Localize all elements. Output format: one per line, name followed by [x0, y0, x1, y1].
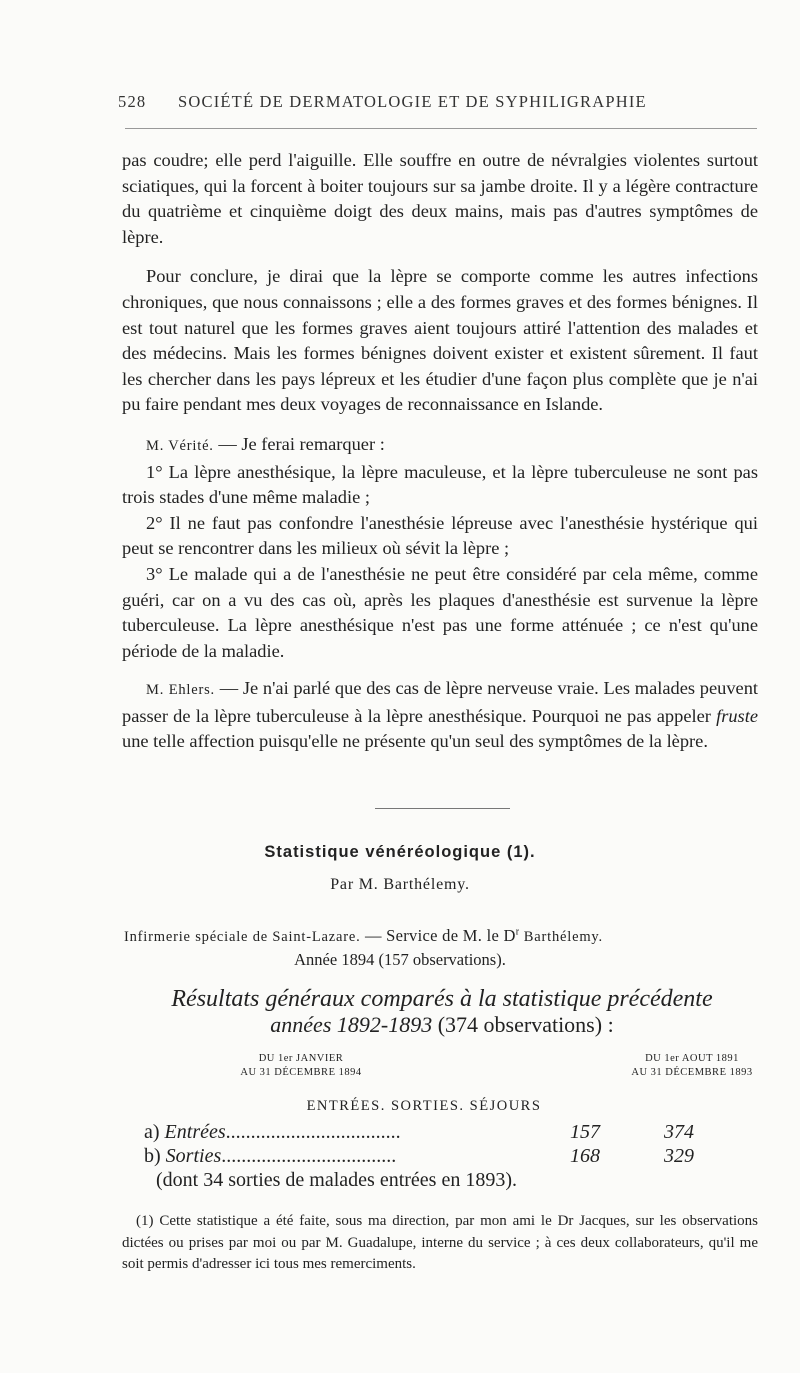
row-leader-dots: ...................................	[225, 1121, 401, 1143]
year-line: Année 1894 (157 observations).	[294, 950, 506, 969]
body-text	[122, 148, 758, 755]
row-label	[144, 1121, 401, 1143]
paragraph-verite	[122, 432, 758, 460]
infirmerie-service: — Service de M. le D	[360, 926, 516, 945]
infirmerie-name: Infirmerie spéciale de Saint-Lazare.	[124, 929, 361, 945]
results-subtitle	[0, 1012, 800, 1038]
running-title: SOCIÉTÉ DE DERMATOLOGIE ET DE SYPHILIGRAPHIE	[178, 92, 647, 111]
paragraph-continuation: pas coudre; elle perd l'aiguille. Elle souffre en outre de névralgies violentes surtout sciatiques, qui la forcent à boiter toujours sur sa jambe droite. Il y a légère contracture du quatrième et cinquième doigt des deux mains, mais pas d'autres symptômes de lèpre.	[122, 150, 758, 247]
row-prefix: b)	[144, 1145, 166, 1167]
page-number: 528	[118, 92, 147, 111]
speaker-ehlers: M. Ehlers.	[146, 682, 215, 699]
row-value-1894: 157	[570, 1121, 600, 1143]
ehlers-italic: fruste	[716, 705, 758, 726]
column-left-line-1: DU 1er JANVIER	[258, 1053, 344, 1064]
footnote	[122, 1211, 758, 1276]
item-2: 2° Il ne faut pas confondre l'anesthésie lépreuse avec l'anesthésie hystérique qui peut se rencontrer dans les milieux où sévit la lèpre ;	[122, 512, 758, 559]
table-row	[144, 1121, 744, 1144]
row-value-1892-1893: 374	[664, 1121, 694, 1143]
row-label-text: Sorties	[165, 1145, 222, 1167]
row-label-text: Entrées	[164, 1121, 226, 1143]
row-value-1894: 168	[570, 1145, 600, 1167]
header-rule	[125, 128, 757, 129]
section-separator	[375, 808, 510, 809]
paragraph-ehlers	[122, 676, 758, 755]
results-obs: (374 observations) :	[432, 1012, 614, 1037]
item-3: 3° Le malade qui a de l'anesthésie ne peut être considéré par cela même, comme guéri, car on a vu des cas où, après les plaques d'anesthésie est survenue la lèpre tuberculeuse. La lèpre anesthésique n'est pas une forme atténuée ; ce n'est qu'une période de la maladie.	[122, 563, 758, 661]
running-header	[118, 92, 758, 112]
column-right-line-1: DU 1er AOUT 1891	[645, 1053, 739, 1064]
results-years: années 1892-1893	[270, 1012, 433, 1037]
row-leader-dots: ...................................	[221, 1145, 397, 1167]
infirmerie-doctor: Barthélemy.	[519, 929, 603, 945]
infirmerie-line	[124, 926, 764, 946]
footnote-text: (1) Cette statistique a été faite, sous ma direction, par mon ami le Dr Jacques, sur les observations dictées ou prises par moi ou par M. Guadalupe, interne du service ; à ces deux collaborateurs, qu'il me soit permis d'adresser ici tous mes remerciments.	[122, 1213, 758, 1272]
column-right-line-2: AU 31 DÉCEMBRE 1893	[631, 1067, 753, 1078]
dont-note: (dont 34 sorties de malades entrées en 1893).	[156, 1169, 518, 1191]
results-title: Résultats généraux comparés à la statistique précédente	[171, 986, 713, 1012]
ehlers-text-1: — Je n'ai parlé que des cas de lèpre nerveuse vraie. Les malades peuvent passer de la lèpre tuberculeuse à la lèpre anesthésique. Pourquoi ne pas appeler	[122, 678, 759, 726]
column-header-left	[206, 1052, 396, 1080]
row-label	[144, 1145, 396, 1167]
item-1: 1° La lèpre anesthésique, la lèpre maculeuse, et la lèpre tuberculeuse ne sont pas trois stades d'une même maladie ;	[122, 461, 758, 508]
infirmerie-sup: r	[515, 926, 520, 938]
table-header: ENTRÉES. SORTIES. SÉJOURS	[306, 1098, 542, 1114]
verite-text: — Je ferai remarquer :	[213, 433, 385, 454]
table-row	[144, 1145, 744, 1168]
section-author: Par M. Barthélemy.	[330, 876, 470, 893]
ehlers-text-2: une telle affection puisqu'elle ne présente qu'un seul des symptômes de la lèpre.	[122, 731, 708, 752]
row-value-1892-1893: 329	[664, 1145, 694, 1167]
speaker-verite: M. Vérité.	[146, 437, 214, 454]
paragraph-conclusion: Pour conclure, je dirai que la lèpre se comporte comme les autres infections chroniques, que nous connaissons ; elle a des formes graves et des formes bénignes. Il est tout naturel que les formes graves aient toujours attiré l'attention des malades et des médecins. Mais les formes bénignes doivent exister et existent sûrement. Il faut les chercher dans les pays lépreux et les étudier d'une façon plus complète que je n'ai pu faire pendant mes deux voyages de reconnaissance en Islande.	[122, 266, 758, 415]
row-prefix: a)	[144, 1121, 165, 1143]
section-title: Statistique vénéréologique (1).	[264, 843, 536, 861]
column-header-right	[612, 1052, 772, 1080]
column-left-line-2: AU 31 DÉCEMBRE 1894	[240, 1067, 362, 1078]
